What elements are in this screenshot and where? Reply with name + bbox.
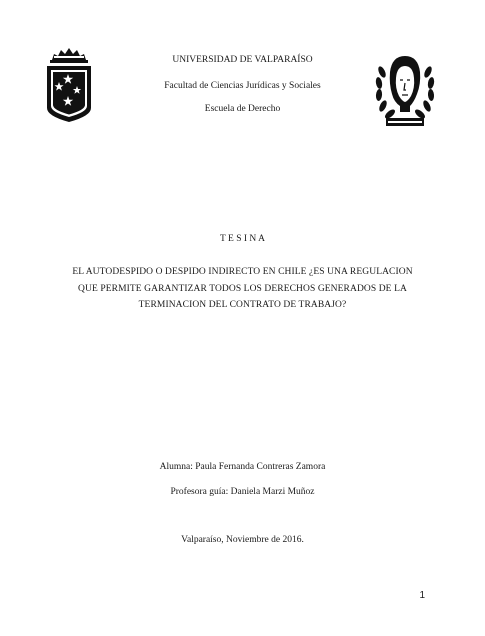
thesis-title-line: EL AUTODESPIDO O DESPIDO INDIRECTO EN CHILE ¿ES UNA REGULACION bbox=[72, 267, 413, 277]
page-number: 1 bbox=[419, 590, 425, 601]
place-date: Valparaíso, Noviembre de 2016. bbox=[181, 535, 304, 545]
student-name: Alumna: Paula Fernanda Contreras Zamora bbox=[159, 462, 326, 472]
thesis-title bbox=[0, 264, 485, 314]
document-type-label: T E S I N A bbox=[220, 234, 265, 244]
university-name: UNIVERSIDAD DE VALPARAÍSO bbox=[172, 55, 313, 65]
advisor-name: Profesora guía: Daniela Marzi Muñoz bbox=[170, 487, 315, 497]
thesis-title-line: TERMINACION DEL CONTRATO DE TRABAJO? bbox=[138, 300, 347, 310]
thesis-title-line: QUE PERMITE GARANTIZAR TODOS LOS DERECHOS GENERADOS DE LA bbox=[78, 283, 407, 294]
school-name: Escuela de Derecho bbox=[204, 104, 281, 114]
faculty-name: Facultad de Ciencias Jurídicas y Sociales bbox=[164, 81, 321, 91]
